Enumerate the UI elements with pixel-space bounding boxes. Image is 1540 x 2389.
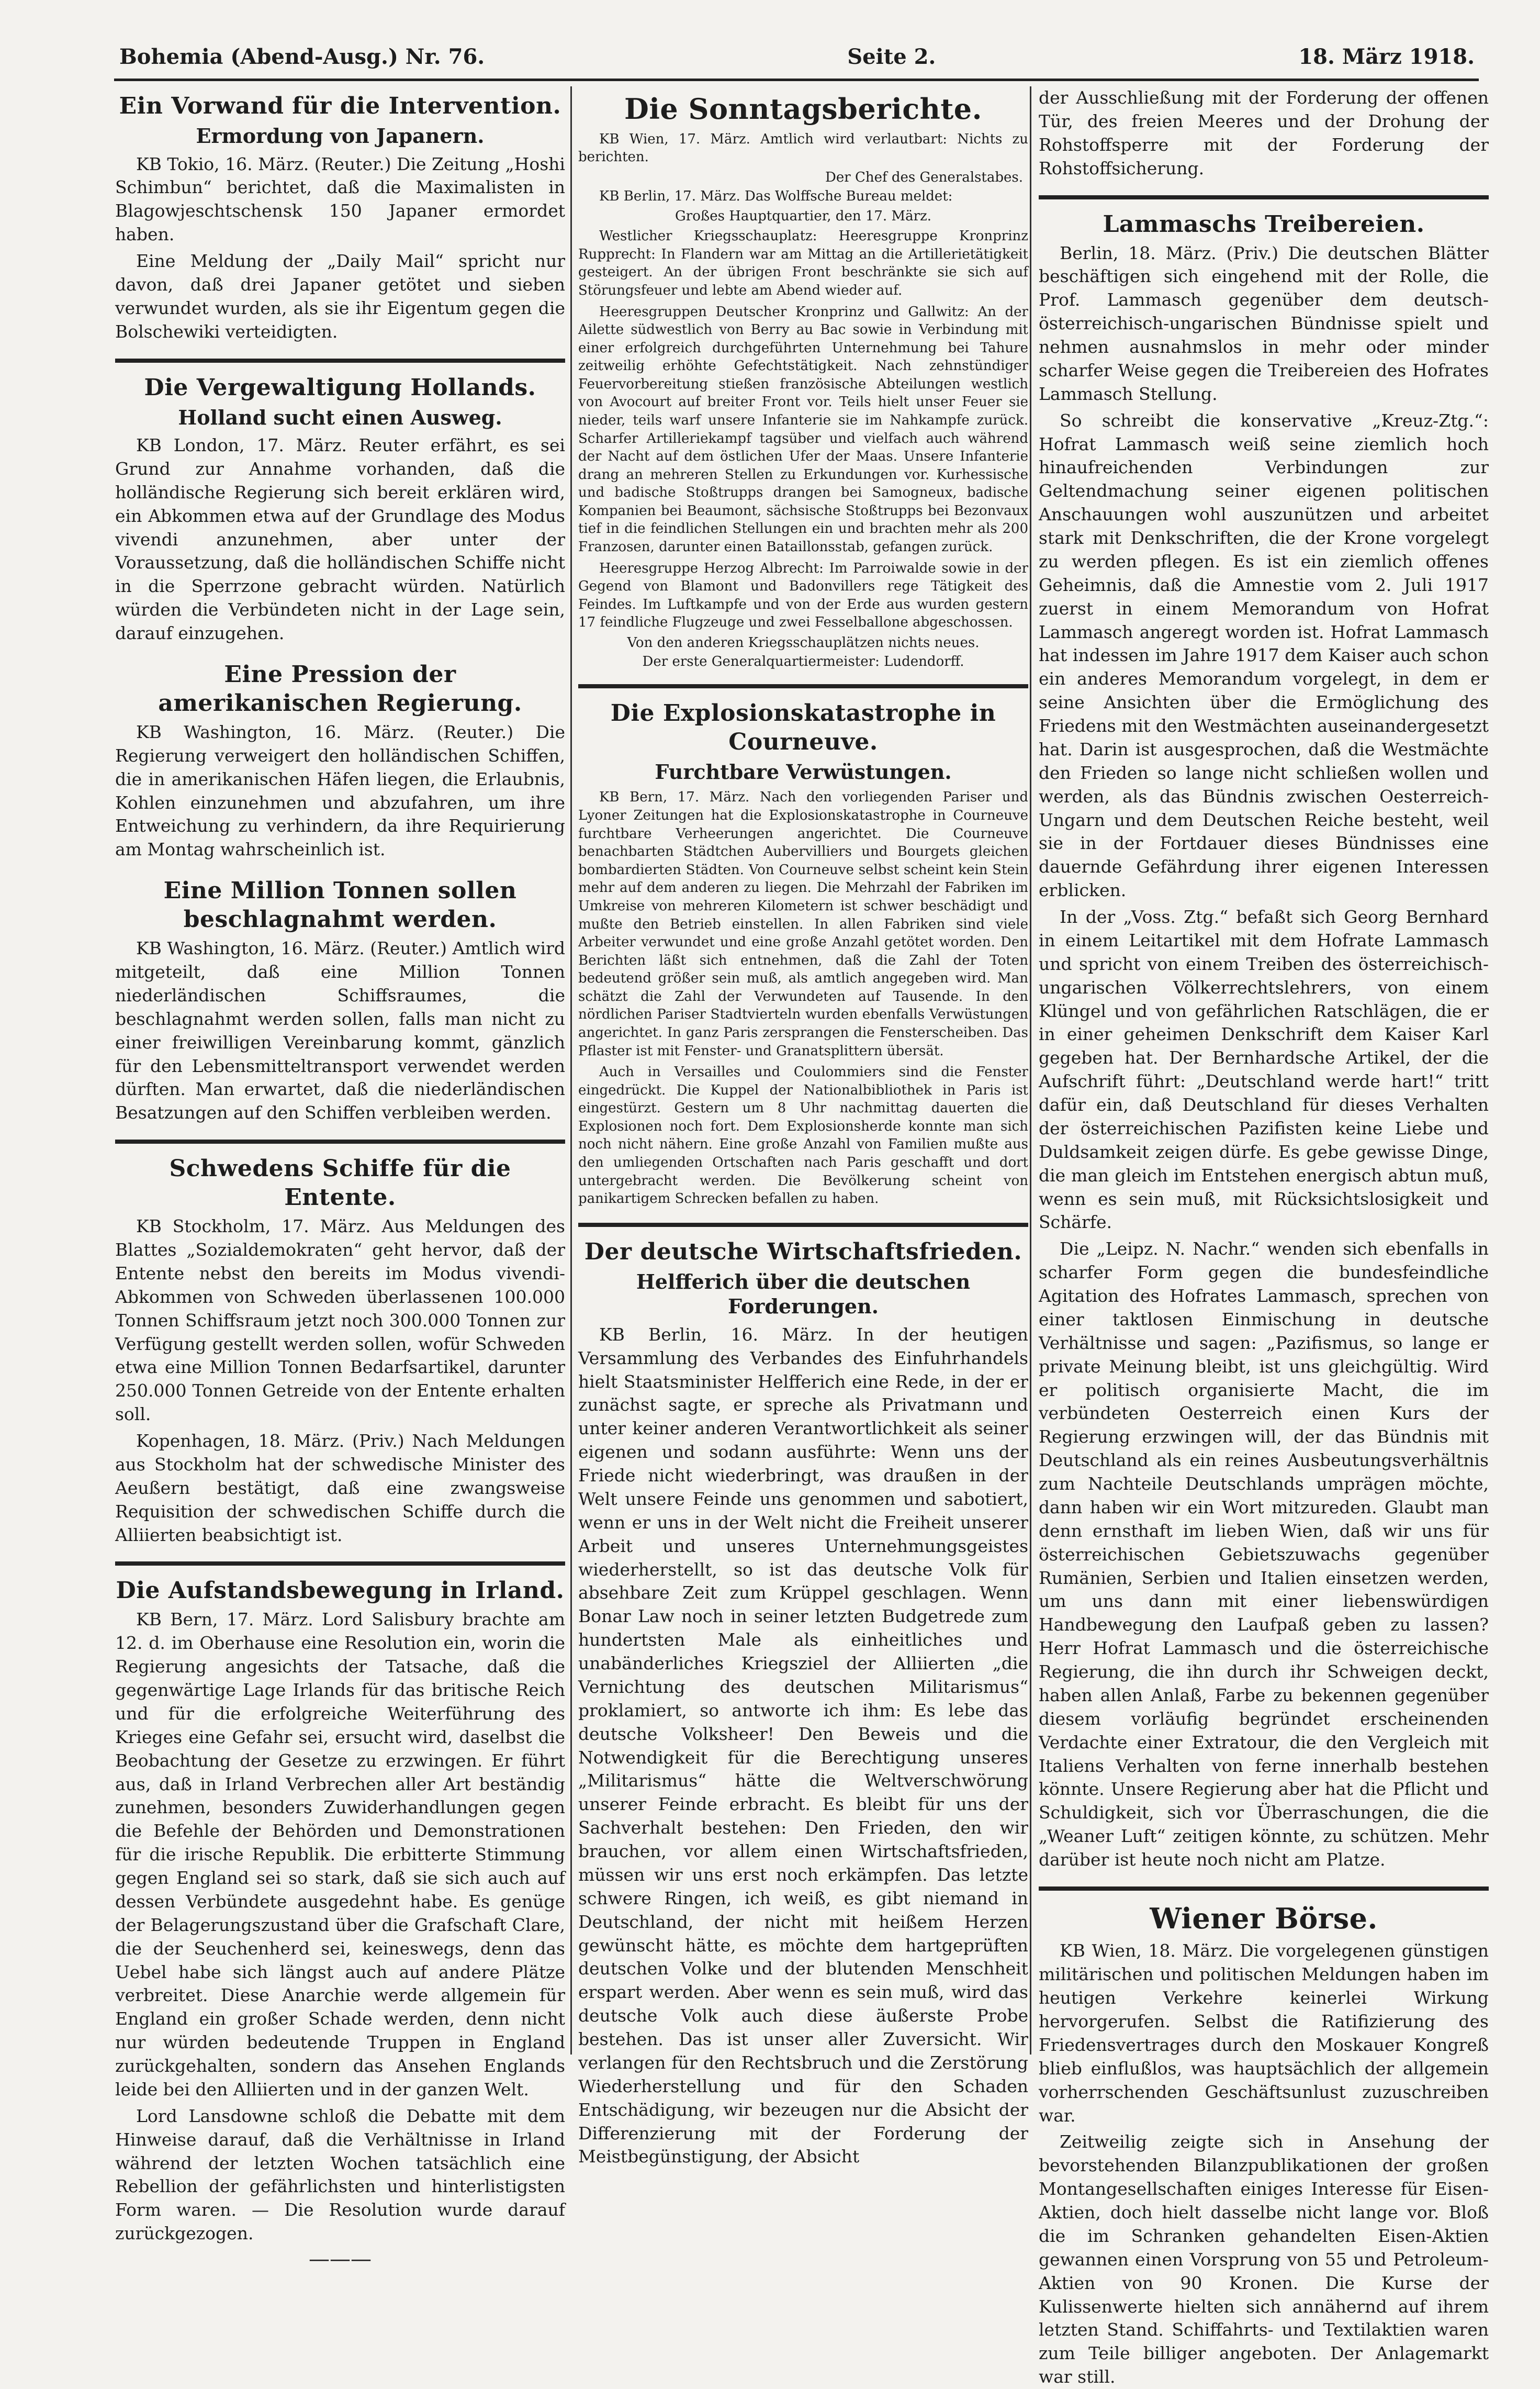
paragraph: Lord Lansdowne schloß die Debatte mit dem Hinweise darauf, daß die Verhältnisse in Irland während der letzten Wochen tatsächlich eine Rebellion der gefährlichsten und hinterlistigsten Form waren. — Die Resolution wurde darauf zurückgezogen.	[115, 2105, 565, 2244]
article-courneuve-explosion	[578, 699, 1028, 1208]
paragraph: KB Washington, 16. März. (Reuter.) Amtlich wird mitgeteilt, daß eine Million Tonnen niederländischen Schiffsraumes, die beschlagnahmt werden sollen, falls man nicht zu einer freiwilligen Vereinbarung kommt, gänzlich für den Lebensmitteltransport verwendet werden dürften. Man erwartet, daß die niederländischen Besatzungen auf den Schiffen verbleiben werden.	[115, 938, 565, 1123]
article-holland	[115, 373, 565, 645]
paragraph: Auch in Versailles und Coulommiers sind die Fenster eingedrückt. Die Kuppel der Nationalbibliothek in Paris ist eingestürzt. Gestern um 8 Uhr nachmittag dauerten die Explosionen noch fort. Dem Explosionsherde konnte man sich noch nicht nähern. Eine große Anzahl von Familien mußte aus den umliegenden Ortschaften nach Paris geschafft und dort untergebracht werden. Die Bevölkerung scheint von panikartigem Schrecken befallen zu haben.	[578, 1064, 1028, 1207]
paragraph: KB Bern, 17. März. Nach den vorliegenden Pariser und Lyoner Zeitungen hat die Explosionskatastrophe in Courneuve furchtbare Verheerungen angerichtet. Die Courneuve benachbarten Städtchen Aubervilliers und Bourgets gleichen bombardierten Städten. Von Courneuve selbst scheint kein Stein mehr auf dem anderen zu liegen. Die Mehrzahl der Fabriken im Umkreise von mehreren Kilometern ist schwer beschädigt und mußte den Betrieb einstellen. In allen Fabriken sind viele Arbeiter verwundet und eine große Anzahl getötet worden. Den Berichten läßt sich entnehmen, daß die Zahl der Toten bedeutend größer sein muß, als amtlich angegeben wird. Man schätzt die Zahl der Verwundeten auf Tausende. In den nördlichen Pariser Stadtvierteln wurden ebenfalls Verwüstungen angerichtet. In ganz Paris zersprangen die Fensterscheiben. Das Pflaster ist mit Fenster- und Granatsplittern übersät.	[578, 789, 1028, 1059]
headline: Eine Million Tonnen sollen beschlagnahmt werden.	[163, 877, 517, 933]
section-rule	[1039, 195, 1489, 199]
page-header	[119, 41, 1475, 72]
section-rule	[578, 1223, 1028, 1227]
paragraph: Berlin, 18. März. (Priv.) Die deutschen Blätter beschäftigen sich eingehend mit der Rolle, die Prof. Lammasch gegenüber dem deutsch-österreichisch-ungarischen Bündnisse spielt und nehmen ausnahmslos in mehr oder minder scharfer Weise gegen die Treibereien des Hofrates Lammasch Stellung.	[1039, 242, 1489, 404]
paragraph: KB London, 17. März. Reuter erfährt, es sei Grund zur Annahme vorhanden, daß die holländische Regierung sich bereit erklären wird, ein Abkommen etwa auf der Grundlage des Modus vivendi anzunehmen, aber unter der Voraussetzung, daß die holländischen Schiffe nicht in die Sperrzone gebracht würden. Natürlich würden die Verbündeten nicht in der Lage sein, darauf einzugehen.	[115, 435, 565, 643]
column-divider	[570, 86, 572, 2055]
column-right	[1039, 86, 1489, 2387]
paragraph: Kopenhagen, 18. März. (Priv.) Nach Meldungen aus Stockholm hat der schwedische Minister des Aeußern bestätigt, daß eine zwangsweise Requisition der schwedischen Schiffe durch die Alliierten beabsichtigt ist.	[115, 1431, 565, 1545]
paragraph: KB Berlin, 17. März. Das Wolffsche Bureau meldet:	[599, 188, 953, 204]
paragraph: Eine Meldung der „Daily Mail“ spricht nur davon, daß drei Japaner getötet und sieben verwundet wurden, als sie ihr Eigentum gegen die Bolschewiki verteidigten.	[115, 251, 565, 342]
headline: Die Sonntagsberichte.	[624, 92, 982, 126]
column-middle	[578, 86, 1028, 2259]
section-rule	[578, 684, 1028, 688]
article-million-tons	[115, 876, 565, 1125]
headline: Die Aufstandsbewegung in Irland.	[116, 1577, 565, 1604]
end-dash: ———	[309, 2247, 372, 2271]
paragraph: Westlicher Kriegsschauplatz: Heeresgruppe Kronprinz Rupprecht: In Flandern war am Mittag an die Artillerietätigkeit gesteigert. An der übrigen Front beschränkte sie sich auf Störungsfeuer und lebte am Abend wieder auf.	[578, 228, 1028, 298]
subheadline: Helfferich über die deutschen Forderungen.	[636, 1269, 971, 1319]
article-american-pressure	[115, 660, 565, 862]
paragraph: KB Berlin, 16. März. In der heutigen Versammlung des Verbandes des Einfuhrhandels hielt Staatsminister Helfferich eine Rede, in der er zunächst sagte, er spreche als Privatmann und unter keiner anderen Verantwortlichkeit als seiner eigenen und sodann ausführte: Wenn uns der Friede nicht wiederbringt, was draußen in der Welt unsere Feinde uns genommen und sabotiert, wenn er uns in der Welt nicht die Freiheit unserer Arbeit und unseres Unternehmungsgeistes wiederherstellt, so ist das deutsche Volk für absehbare Zeit zum Krüppel geschlagen. Wenn Bonar Law noch in seiner letzten Budgetrede zum hundertsten Male als einheitliches und unabänderliches Kriegsziel der Alliierten „die Vernichtung des deutschen Militarismus“ proklamiert, so antworte ich ihm: Es lebe das deutsche Volksheer! Den Beweis und die Notwendigkeit für die Berechtigung unseres „Militarismus“ hätte die Weltverschwörung unserer Feinde erbracht. Es bleibt für uns der Sachverhalt bestehen: Den Frieden, den wir brauchen, vor allem einen Wirtschaftsfrieden, müssen wir uns erst noch erkämpfen. Das letzte schwere Ringen, ich weiß, es gibt niemand in Deutschland, der nicht mit heißem Herzen gewünscht hätte, es möchte dem hartgeprüften deutschen Volke und der blutenden Menschheit erspart werden. Aber wenn es sein muß, wird das deutsche Volk auch diese äußerste Probe bestehen. Das ist unser aller Zuversicht. Wir verlangen für den Rechtsbruch und die Zerstörung Wiederherstellung und für den Schaden Entschädigung, wir bezeugen nur die Absicht der Differenzierung mit der Forderung der Meistbegünstigung, der Absicht	[578, 1324, 1028, 2167]
paragraph: der Ausschließung mit der Forderung der offenen Tür, des freien Meeres und der Drohung der Rohstoffsperre mit der Forderung der Rohstoffsicherung.	[1039, 87, 1489, 178]
subheadline: Furchtbare Verwüstungen.	[655, 760, 952, 784]
paragraph: KB Wien, 17. März. Amtlich wird verlautbart: Nichts zu berichten.	[578, 131, 1028, 165]
article-lammasch	[1039, 210, 1489, 1872]
headline: Wiener Börse.	[1150, 1901, 1378, 1935]
article-sweden-ships	[115, 1154, 565, 1547]
header-page-number: Seite 2.	[847, 44, 936, 69]
paragraph: So schreibt die konservative „Kreuz-Ztg.“: Hofrat Lammasch weiß seine ziemlich hoch hinaufreichenden Verbindungen zur Geltendmachung seiner eigenen politischen Anschauungen wohl auszunützen und arbeitet stark mit Denkschriften, die der Krone vorgelegt zu werden pflegen. Es ist ein ziemlich offenes Geheimnis, daß die Amnestie vom 2. Juli 1917 zuerst in einem Memorandum von Hofrat Lammasch angeregt worden ist. Hofrat Lammasch hat indessen im Jahre 1917 dem Kaiser auch schon ein anderes Memorandum vorgelegt, in dem er seine Ansichten über die Ermöglichung des Friedens mit den Westmächten auseinandergesetzt hat. Darin ist ausgesprochen, daß die Westmächte den Frieden so lange nicht schließen wollen und werden, als das Bündnis zwischen Oesterreich-Ungarn und dem Deutschen Reiche besteht, weil sie in der Fortdauer dieses Bündnisses eine dauernde Gefährdung ihrer eigenen Interessen erblicken.	[1039, 410, 1489, 901]
paragraph: KB Wien, 18. März. Die vorgelegenen günstigen militärischen und politischen Meldungen haben im heutigen Verkehre keinerlei Wirkung hervorgerufen. Selbst die Ratifizierung des Friedensvertrages durch den Moskauer Kongreß blieb einflußlos, was hauptsächlich der allgemein vorherrschenden Geschäftsunlust zuzuschreiben war.	[1039, 1940, 1489, 2126]
header-rule	[114, 79, 1479, 81]
dateline: Großes Hauptquartier, den 17. März.	[675, 208, 931, 225]
article-economic-peace	[578, 1237, 1028, 2169]
paragraph: Von den anderen Kriegsschauplätzen nichts neues.	[627, 634, 980, 651]
paragraph: KB Stockholm, 17. März. Aus Meldungen des Blattes „Sozialdemokraten“ geht hervor, daß der Entente nebst den bereits im Modus vivendi-Abkommen von Schweden überlassenen 100.000 Tonnen Schiffsraum jetzt noch 300.000 Tonnen zur Verfügung gestellt werden sollen, wofür Schweden etwa eine Million Tonnen Bedarfsartikel, darunter 250.000 Tonnen Getreide von der Entente erhalten soll.	[115, 1216, 565, 1425]
paragraph: KB Tokio, 16. März. (Reuter.) Die Zeitung „Hoshi Schimbun“ berichtet, daß die Maximalisten in Blagowjeschtschensk 150 Japaner ermordet haben.	[115, 153, 565, 245]
headline: Lammaschs Treibereien.	[1103, 210, 1425, 238]
signature: Der Chef des Generalstabes.	[825, 169, 1023, 185]
section-rule	[115, 1140, 565, 1144]
paragraph: KB Bern, 17. März. Lord Salisbury brachte am 12. d. im Oberhause eine Resolution ein, worin die Regierung angesichts der Tatsache, daß die gegenwärtige Lage Irlands für das britische Reich und für die erfolgreiche Weiterführung des Krieges eine Gefahr sei, ersucht wird, daselbst die Beobachtung der Gesetze zu erzwingen. Er führt aus, daß in Irland Verbrechen aller Art beständig zunehmen, besonders Zuwiderhandlungen gegen die Befehle der Behörden und Demonstrationen für die irische Republik. Die erbitterte Stimmung gegen England sei so stark, daß sie sich auch auf dessen Verbündete ausgedehnt habe. Es genüge der Belagerungszustand über die Grafschaft Clare, die der Seuchenherd sei, keineswegs, denn das Uebel habe sich längst auch auf andere Plätze verbreitet. Diese Anarchie werde allgemein für England ein großer Schade werden, denn nicht nur würden bedeutende Truppen in England zurückgehalten, sondern das Ansehen Englands leide bei den Alliierten und in der ganzen Welt.	[115, 1609, 565, 2100]
headline: Die Vergewaltigung Hollands.	[144, 374, 536, 401]
article-continuation	[1039, 86, 1489, 181]
headline: Der deutsche Wirtschaftsfrieden.	[584, 1238, 1022, 1265]
column-divider	[1030, 86, 1031, 2055]
section-rule	[115, 1561, 565, 1566]
headline: Eine Pression der amerikanischen Regierung.	[158, 661, 522, 717]
signature: Der erste Generalquartiermeister: Ludendorff.	[642, 653, 964, 669]
header-issue: Bohemia (Abend-Ausg.) Nr. 76.	[119, 44, 485, 69]
paragraph: KB Washington, 16. März. (Reuter.) Die Regierung verweigert den holländischen Schiffen, die in amerikanischen Häfen liegen, die Erlaubnis, Kohlen einzunehmen und abzufahren, um ihre Entweichung zu verhindern, da ihre Requirierung am Montag wahrscheinlich ist.	[115, 721, 565, 860]
subheadline: Holland sucht einen Ausweg.	[178, 405, 502, 429]
paragraph: Heeresgruppe Herzog Albrecht: Im Parroiwalde sowie in der Gegend von Blamont und Badonvillers rege Tätigkeit des Feindes. Im Luftkampfe und von der Erde aus wurden gestern 17 feindliche Flugzeuge und zwei Fesselballone abgeschossen.	[578, 560, 1028, 631]
section-rule	[1039, 1886, 1489, 1891]
column-left	[115, 86, 565, 2271]
headline: Schwedens Schiffe für die Entente.	[169, 1155, 511, 1211]
header-date: 18. März 1918.	[1298, 44, 1475, 69]
article-vienna-exchange	[1039, 1901, 1489, 2389]
paragraph: Zeitweilig zeigte sich in Ansehung der bevorstehenden Bilanzpublikationen der großen Montangesellschaften einiges Interesse für Eisen-Aktien, doch hielt dasselbe nicht lange vor. Bloß die im Schranken gehandelten Eisen-Aktien gewannen einen Vorsprung von 55 und Petroleum-Aktien von 90 Kronen. Die Kurse der Kulissenwerte hielten sich annähernd auf ihrem letzten Stand. Schiffahrts- und Textilaktien waren zum Teile billiger angeboten. Der Anlagemarkt war still.	[1039, 2131, 1489, 2387]
article-ireland	[115, 1576, 565, 2270]
section-rule	[115, 359, 565, 363]
headline: Die Explosionskatastrophe in Courneuve.	[610, 699, 996, 755]
subheadline: Ermordung von Japanern.	[196, 124, 485, 148]
headline: Ein Vorwand für die Intervention.	[119, 93, 561, 119]
article-intervention	[115, 92, 565, 344]
paragraph: Heeresgruppen Deutscher Kronprinz und Gallwitz: An der Ailette südwestlich von Berry au Bac sowie in Verbindung mit einer erfolgreich durchgeführten Unternehmung bei Tahure zeitweilig erhöhte Gefechtstätigkeit. Nach zehnstündiger Feuervorbereitung stießen französische Abteilungen westlich von Avocourt auf breiter Front vor. Teils hielt unser Feuer sie nieder, teils warf unsere Infanterie sie im Nahkampfe zurück. Scharfer Artilleriekampf tagsüber und vielfach auch während der Nacht auf dem östlichen Ufer der Maas. Unsere Infanterie drang an mehreren Stellen zu Erkundungen vor. Kurhessische und badische Stoßtrupps drangen bei Samogneux, badische Kompanien bei Beaumont, sächsische Stoßtrupps bei Bezonvaux tief in die feindlichen Stellungen ein und brachten mehr als 200 Franzosen, darunter einen Bataillonsstab, gefangen zurück.	[578, 304, 1028, 555]
paragraph: In der „Voss. Ztg.“ befaßt sich Georg Bernhard in einem Leitartikel mit dem Hofrate Lammasch und spricht von einem Treiben des österreichisch-ungarischen Völkerrechtslehrers, von einem Klüngel und von gefährlichen Ratschlägen, die er in einer geheimen Denkschrift dem Kaiser Karl gegeben hat. Der Bernhardsche Artikel, der die Aufschrift führt: „Deutschland werde hart!“ tritt dafür ein, daß Deutschland für dieses Verhalten der österreichischen Pazifisten keine Liebe und Duldsamkeit zeigen dürfe. Es gebe gewisse Dinge, die man gleich im Entstehen energisch abtun muß, wenn es sein muß, mit Rücksichtslosigkeit und Schärfe.	[1039, 907, 1489, 1233]
article-sunday-reports	[578, 92, 1028, 669]
paragraph: Die „Leipz. N. Nachr.“ wenden sich ebenfalls in scharfer Form gegen die bundesfeindliche Agitation des Hofrates Lammasch, sprechen von einer taktlosen Einmischung in deutsche Verhältnisse und sagen: „Pazifismus, so lange er private Meinung bleibt, ist uns gleichgültig. Wird er politisch organisierte Macht, die im verbündeten Oesterreich einen Kurs der Regierung erzwingen will, der das Bündnis mit Deutschland als ein reines Ausbeutungsverhältnis zum Nachteile Deutschlands umprägen möchte, dann haben wir ein Wort mitzureden. Glaubt man denn ernsthaft im lieben Wien, daß wir uns für österreichischen Gebietszuwachs gegenüber Rumänien, Serbien und Italien einsetzen werden, um uns dann mit einer liebenswürdigen Handbewegung den Laufpaß geben zu lassen? Herr Hofrat Lammasch und die österreichische Regierung, die ihn durch ihr Schweigen deckt, haben allen Anlaß, Farbe zu bekennen gegenüber diesem vorläufig begründet erscheinenden Verdachte einer Extratour, die den Vergleich mit Italiens Verhalten von ferne innerhalb bestehen könnte. Unsere Regierung aber hat die Pflicht und Schuldigkeit, sich vor Überraschungen, die die „Weaner Luft“ zeitigen könnte, zu schützen. Mehr darüber ist heute noch nicht am Platze.	[1039, 1238, 1489, 1870]
